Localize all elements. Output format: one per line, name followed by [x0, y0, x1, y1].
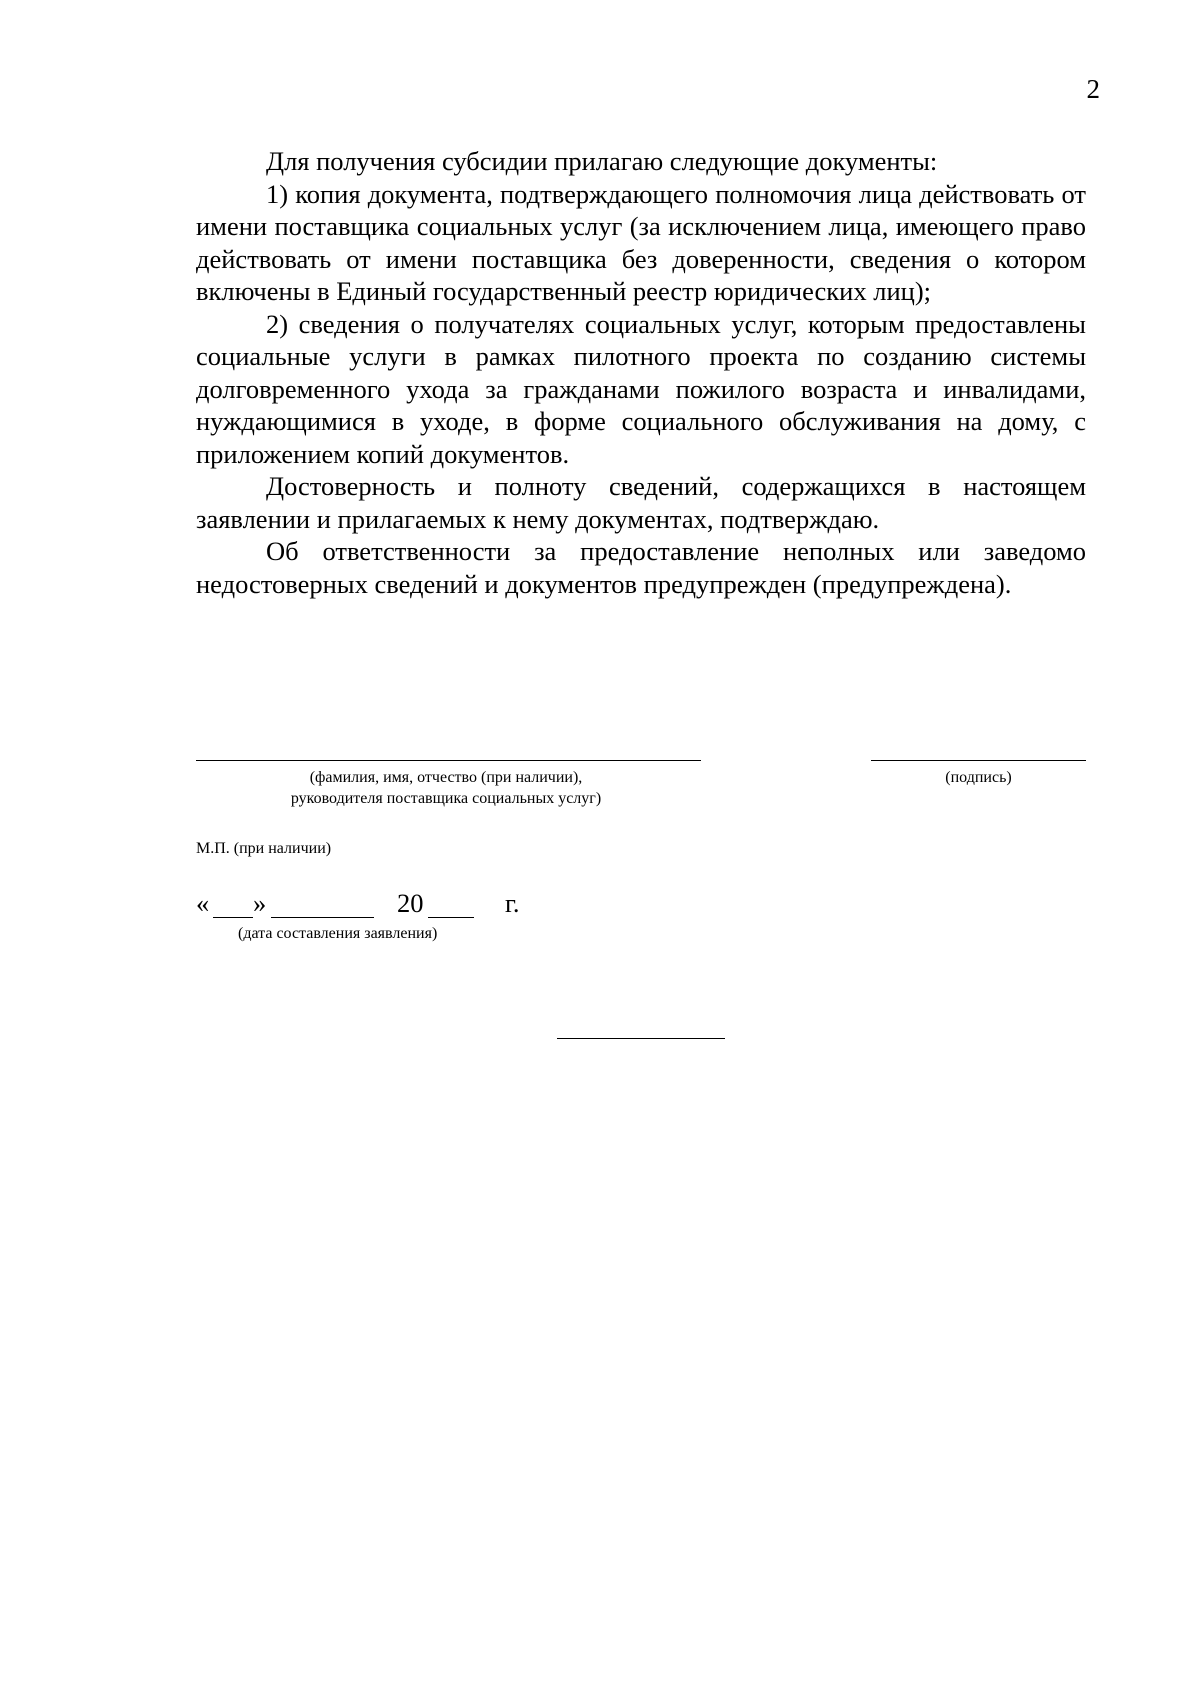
- name-caption: [196, 767, 696, 809]
- year-suffix: г.: [505, 888, 520, 918]
- year-prefix: 20: [397, 888, 424, 918]
- date-close-quote: »: [253, 888, 267, 918]
- item-2-paragraph: 2) сведения о получателях социальных услуг, которым предоставлены социальные услуги в рамках пилотного проекта по созданию системы долговременного ухода за гражданами пожилого возраста и инвалидами, нуждающимися в уходе, в форме социального обслуживания на дому, с приложением копий документов.: [196, 308, 1086, 469]
- item-1-paragraph: 1) копия документа, подтверждающего полномочия лица действовать от имени поставщика социальных услуг (за исключением лица, имеющего право действовать от имени поставщика без доверенности, сведения о котором включены в Единый государственный реестр юридических лиц);: [196, 178, 1086, 306]
- responsibility-paragraph: Об ответственности за предоставление неполных или заведомо недостоверных сведений и документов предупрежден (предупреждена).: [196, 536, 1086, 599]
- name-blank-line: [196, 760, 701, 761]
- intro-paragraph: Для получения субсидии прилагаю следующие документы:: [266, 146, 938, 176]
- stamp-label: М.П. (при наличии): [196, 840, 332, 857]
- year-blank: [428, 917, 474, 918]
- day-blank: [213, 917, 253, 918]
- end-of-document-line: [557, 1038, 725, 1039]
- name-caption-line-2: руководителя поставщика социальных услуг): [290, 790, 602, 807]
- date-caption: (дата составления заявления): [238, 925, 438, 942]
- page-number: 2: [1086, 74, 1100, 104]
- name-caption-line-1: (фамилия, имя, отчество (при наличии),: [309, 769, 583, 786]
- month-blank: [271, 917, 374, 918]
- signature-caption: (подпись): [945, 769, 1012, 786]
- confirmation-paragraph: Достоверность и полноту сведений, содержащихся в настоящем заявлении и прилагаемых к нему документах, подтверждаю.: [196, 471, 1086, 534]
- document-body: [196, 145, 1086, 600]
- signature-blank-line: [871, 760, 1086, 761]
- date-open-quote: «: [196, 888, 210, 918]
